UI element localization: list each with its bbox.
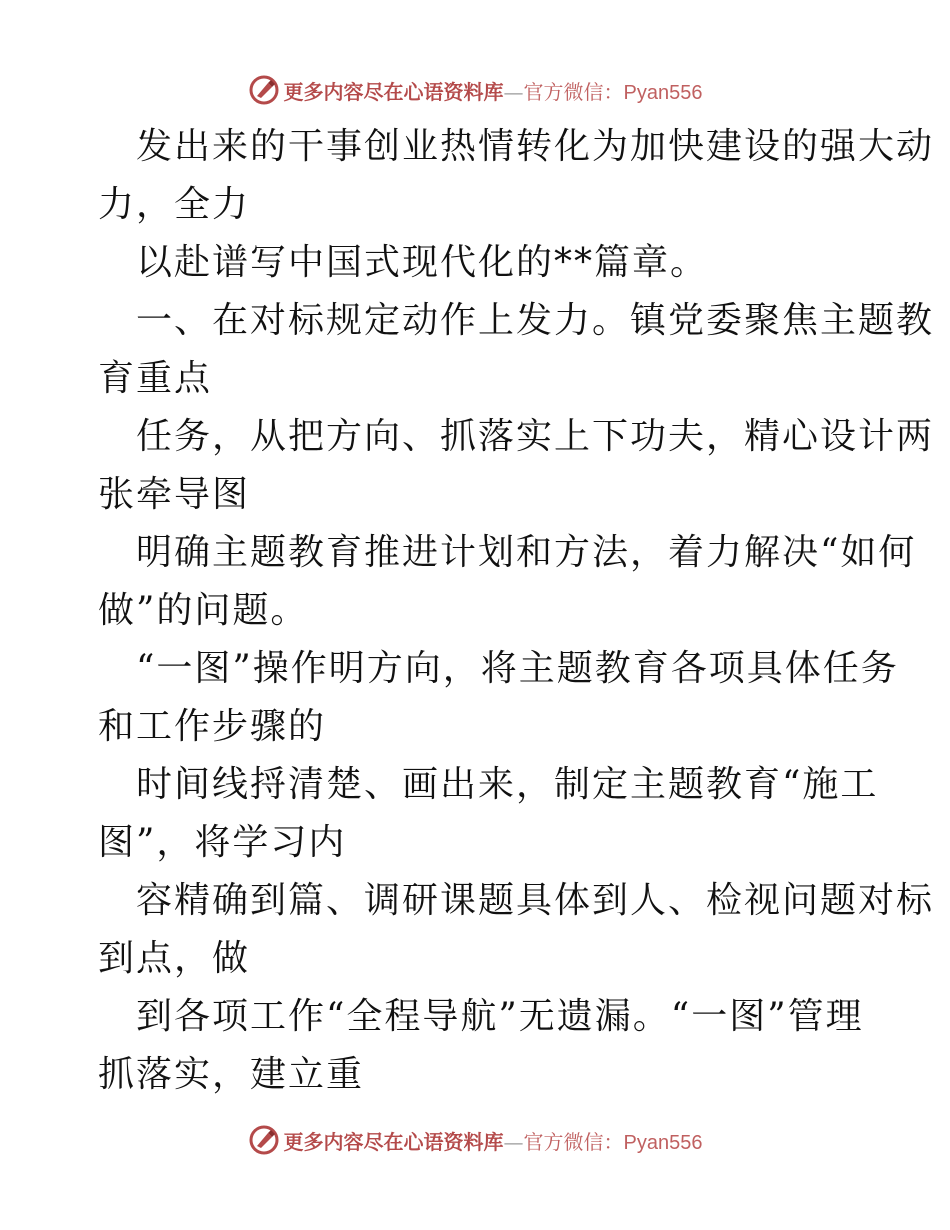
logo-icon [248,1124,280,1156]
text-line: 时间线捋清楚、画出来，制定主题教育“施工 [136,764,879,805]
watermark-wechat-label: 官方微信： [523,1129,624,1154]
watermark-wechat-id: Pyan556 [623,81,703,104]
text-line: 张牵导图 [98,474,251,515]
text-line: 力，全力 [98,184,251,225]
watermark-site: 更多内容尽在心语资料库 [283,79,504,104]
watermark-wechat-id: Pyan556 [623,1131,703,1154]
watermark-dash: — [503,1129,524,1154]
document-body [98,118,935,1104]
watermark-text [284,76,703,105]
text-line: 和工作步骤的 [98,706,327,747]
footer-watermark [0,1120,950,1160]
text-line: 任务，从把方向、抓落实上下功夫，精心设计两 [136,416,935,457]
watermark-site: 更多内容尽在心语资料库 [283,1129,504,1154]
watermark-text [284,1126,703,1155]
text-line: 发出来的干事创业热情转化为加快建设的强大动 [136,126,935,167]
logo-icon [248,74,280,106]
text-line: 做”的问题。 [98,590,309,631]
text-line: 容精确到篇、调研课题具体到人、检视问题对标 [136,880,935,921]
watermark-dash: — [503,79,524,104]
text-line: “一图”操作明方向，将主题教育各项具体任务 [136,648,899,689]
text-line: 到点，做 [98,938,251,979]
header-watermark [0,70,950,110]
watermark-wechat-label: 官方微信： [523,79,624,104]
text-line: 育重点 [98,358,213,399]
text-line: 抓落实，建立重 [98,1054,365,1095]
text-line: 图”，将学习内 [98,822,347,863]
text-line: 一、在对标规定动作上发力。镇党委聚焦主题教 [136,300,935,341]
text-line: 到各项工作“全程导航”无遗漏。“一图”管理 [136,996,864,1037]
text-line: 以赴谱写中国式现代化的**篇章。 [136,242,709,283]
text-line: 明确主题教育推进计划和方法，着力解决“如何 [136,532,917,573]
